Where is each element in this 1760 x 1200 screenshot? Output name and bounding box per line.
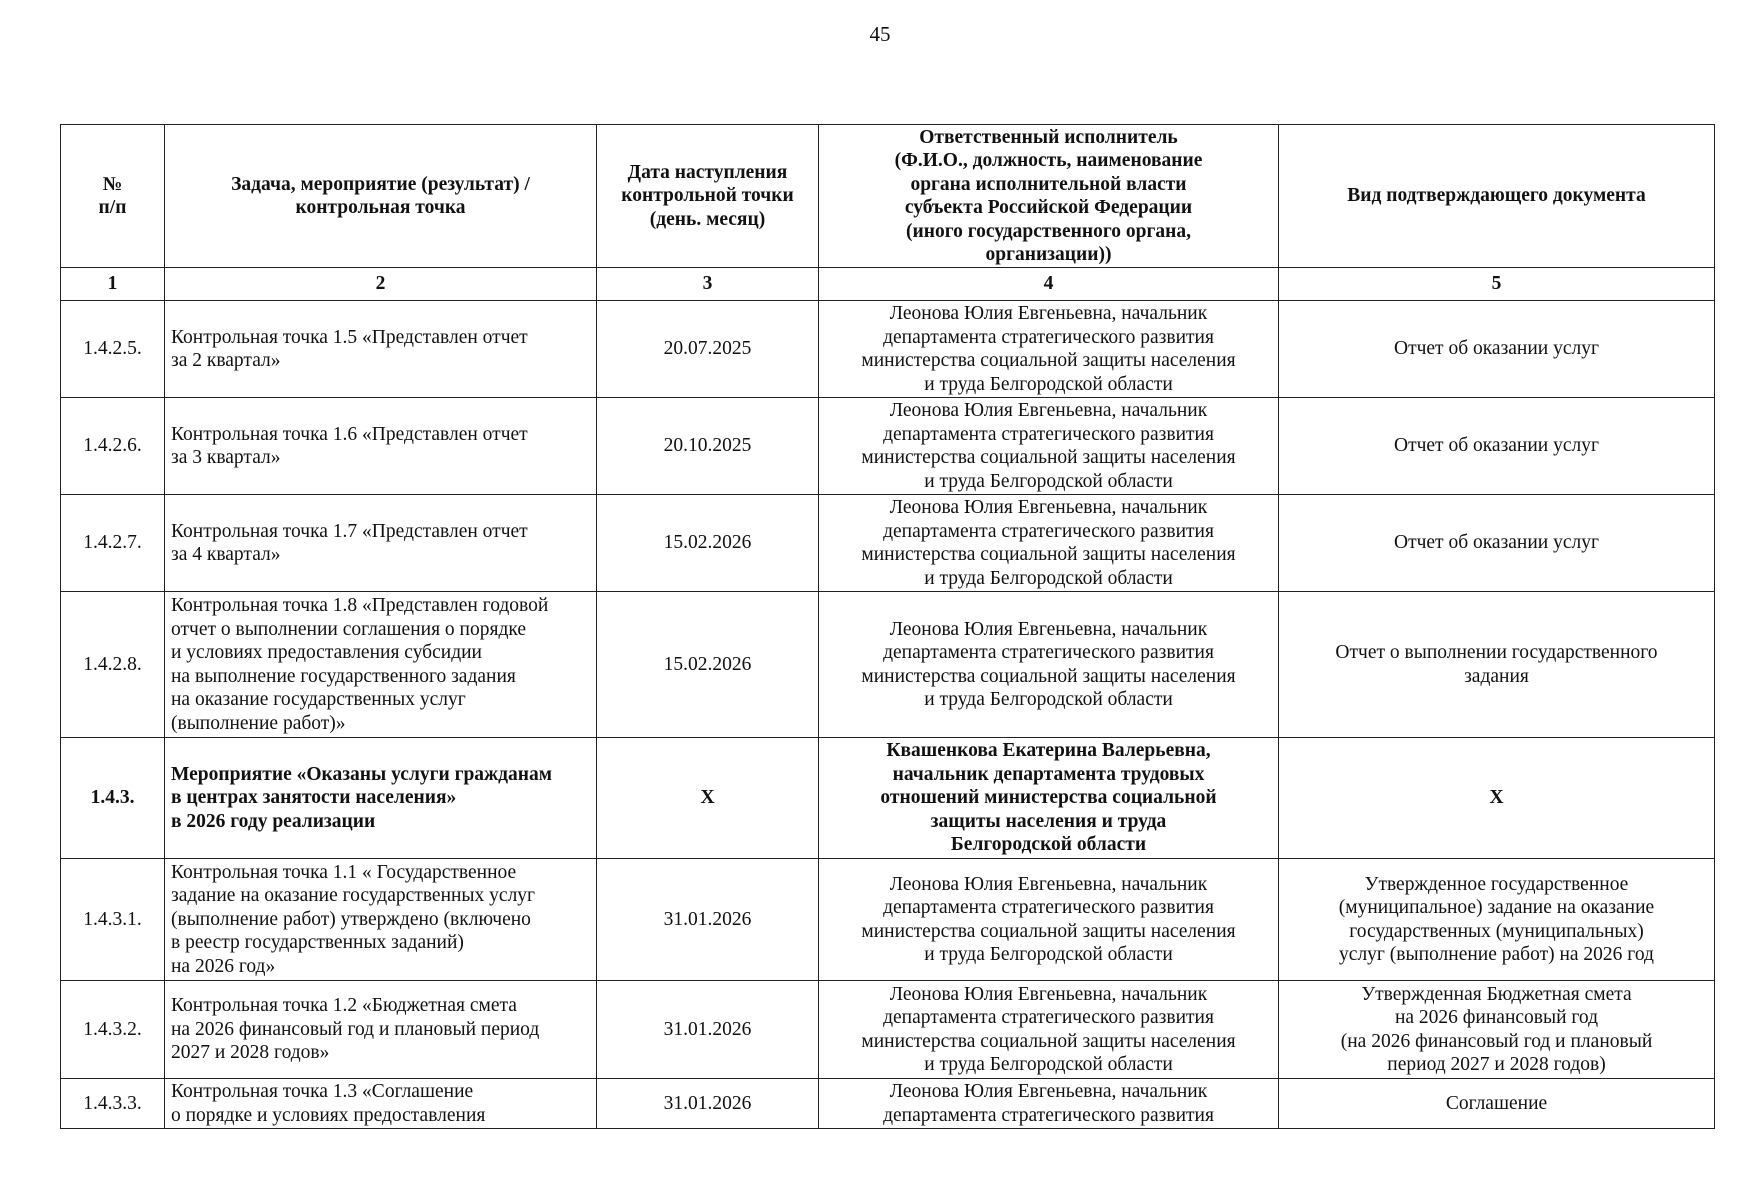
row-date: 15.02.2026 [597,495,819,592]
row-responsible: Леонова Юлия Евгеньевна, начальник департамента стратегического развития [819,1079,1279,1129]
row-doc: Соглашение [1279,1079,1715,1129]
table-row [61,592,1715,738]
table-row [61,301,1715,398]
table-row [61,859,1715,981]
row-date: X [597,738,819,859]
row-doc: Утвержденная Бюджетная смета на 2026 финансовый год (на 2026 финансовый год и плановый период 2027 и 2028 годов) [1279,981,1715,1079]
table-row [61,1079,1715,1129]
column-number: 3 [597,268,819,301]
row-date: 31.01.2026 [597,1079,819,1129]
row-num: 1.4.2.5. [61,301,165,398]
row-doc: X [1279,738,1715,859]
row-doc: Отчет об оказании услуг [1279,495,1715,592]
header-num: № п/п [61,125,165,268]
row-task: Контрольная точка 1.8 «Представлен годовой отчет о выполнении соглашения о порядке и условиях предоставления субсидии на выполнение государственного задания на оказание государственных услуг (выполнение работ)» [165,592,597,738]
row-task: Контрольная точка 1.6 «Представлен отчет за 3 квартал» [165,398,597,495]
column-number: 4 [819,268,1279,301]
row-task: Контрольная точка 1.5 «Представлен отчет за 2 квартал» [165,301,597,398]
table-row [61,981,1715,1079]
row-task: Контрольная точка 1.1 « Государственное задание на оказание государственных услуг (выполнение работ) утверждено (включено в реестр государственных заданий) на 2026 год» [165,859,597,981]
row-doc: Утвержденное государственное (муниципальное) задание на оказание государственных (муниципальных) услуг (выполнение работ) на 2026 год [1279,859,1715,981]
table-row [61,495,1715,592]
row-num: 1.4.2.8. [61,592,165,738]
row-date: 31.01.2026 [597,981,819,1079]
table-row [61,398,1715,495]
row-responsible: Леонова Юлия Евгеньевна, начальник департамента стратегического развития министерства социальной защиты населения и труда Белгородской области [819,301,1279,398]
column-number-row [61,268,1715,301]
header-doc: Вид подтверждающего документа [1279,125,1715,268]
row-doc: Отчет о выполнении государственного задания [1279,592,1715,738]
row-num: 1.4.3.2. [61,981,165,1079]
row-num: 1.4.2.6. [61,398,165,495]
header-responsible: Ответственный исполнитель (Ф.И.О., должность, наименование органа исполнительной власти субъекта Российской Федерации (иного государственного органа, организации)) [819,125,1279,268]
column-number: 2 [165,268,597,301]
row-date: 31.01.2026 [597,859,819,981]
row-responsible: Леонова Юлия Евгеньевна, начальник департамента стратегического развития министерства социальной защиты населения и труда Белгородской области [819,859,1279,981]
row-num: 1.4.2.7. [61,495,165,592]
row-task: Мероприятие «Оказаны услуги гражданам в центрах занятости населения» в 2026 году реализации [165,738,597,859]
header-task: Задача, мероприятие (результат) / контрольная точка [165,125,597,268]
control-points-table [60,124,1715,1129]
row-doc: Отчет об оказании услуг [1279,301,1715,398]
row-responsible: Леонова Юлия Евгеньевна, начальник департамента стратегического развития министерства социальной защиты населения и труда Белгородской области [819,592,1279,738]
column-number: 1 [61,268,165,301]
row-task: Контрольная точка 1.7 «Представлен отчет за 4 квартал» [165,495,597,592]
row-num: 1.4.3.1. [61,859,165,981]
column-number: 5 [1279,268,1715,301]
row-date: 20.07.2025 [597,301,819,398]
row-task: Контрольная точка 1.3 «Соглашение о порядке и условиях предоставления [165,1079,597,1129]
row-responsible: Леонова Юлия Евгеньевна, начальник департамента стратегического развития министерства социальной защиты населения и труда Белгородской области [819,398,1279,495]
row-doc: Отчет об оказании услуг [1279,398,1715,495]
table-row [61,738,1715,859]
page-number: 45 [869,22,891,46]
row-num: 1.4.3. [61,738,165,859]
row-date: 15.02.2026 [597,592,819,738]
row-responsible: Леонова Юлия Евгеньевна, начальник департамента стратегического развития министерства социальной защиты населения и труда Белгородской области [819,981,1279,1079]
table-header-row [61,125,1715,268]
row-date: 20.10.2025 [597,398,819,495]
row-responsible: Леонова Юлия Евгеньевна, начальник департамента стратегического развития министерства социальной защиты населения и труда Белгородской области [819,495,1279,592]
row-responsible: Квашенкова Екатерина Валерьевна, начальник департамента трудовых отношений министерства социальной защиты населения и труда Белгородской области [819,738,1279,859]
row-num: 1.4.3.3. [61,1079,165,1129]
header-date: Дата наступления контрольной точки (день. месяц) [597,125,819,268]
row-task: Контрольная точка 1.2 «Бюджетная смета на 2026 финансовый год и плановый период 2027 и 2028 годов» [165,981,597,1079]
